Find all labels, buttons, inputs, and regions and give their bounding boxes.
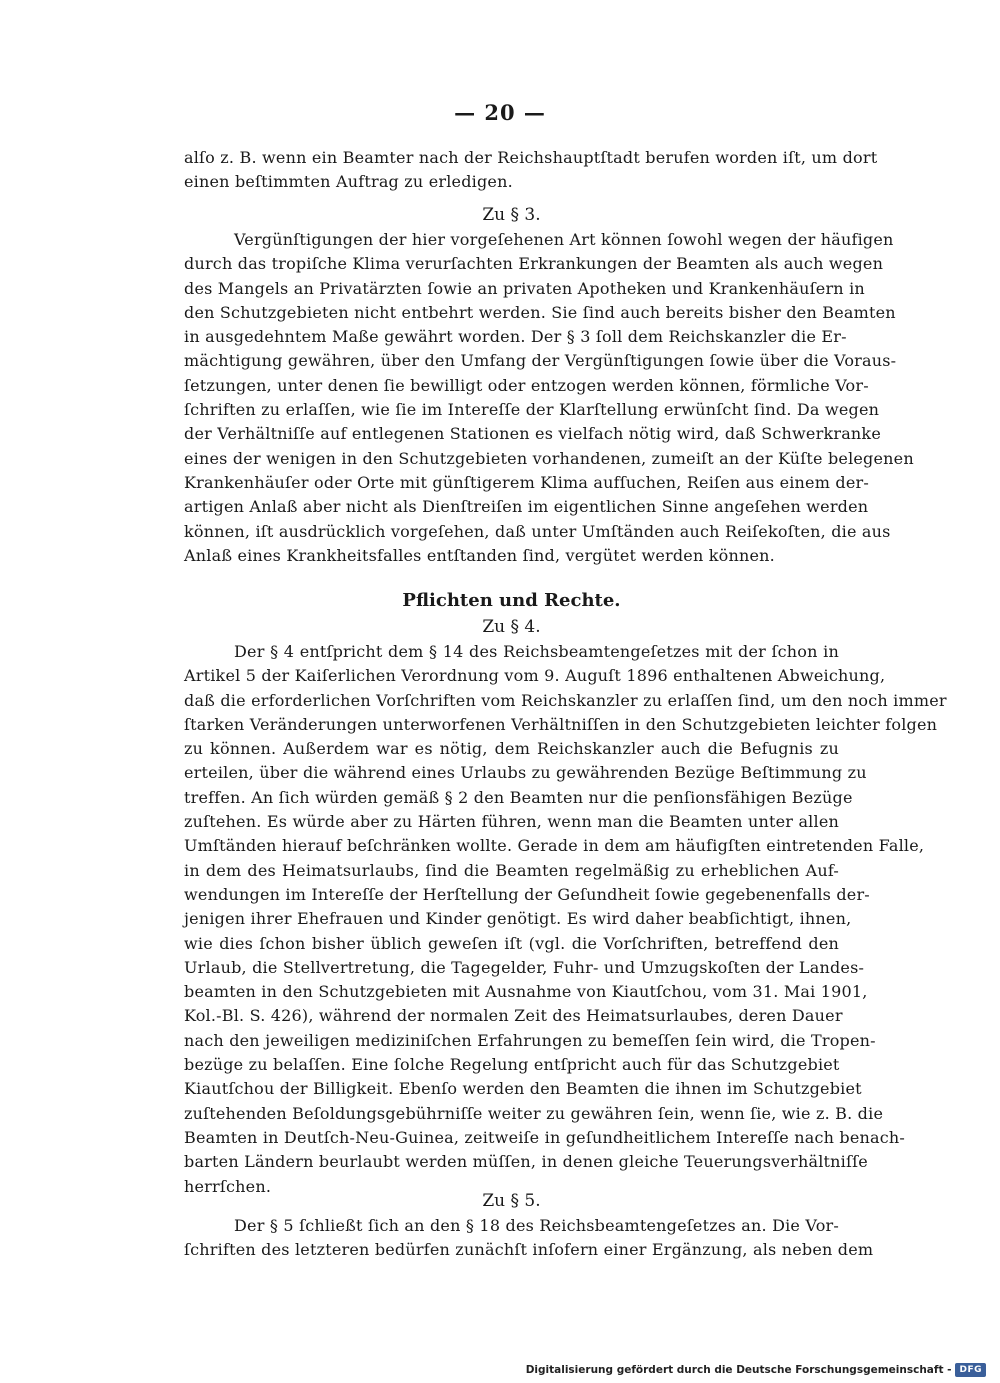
section-title: Pflichten und Rechte. [402, 590, 621, 611]
paragraph-zu-5 [184, 1214, 874, 1263]
text-line: Anlaß eines Krankheitsfalles entſtanden ſind, vergütet werden können. [184, 545, 775, 565]
section-pflichten [184, 588, 947, 1199]
text-line: erteilen, über die während eines Urlaubs zu gewährenden Bezüge Beſtimmung zu [184, 763, 867, 783]
text-line: bezüge zu belaſſen. Eine ſolche Regelung entſpricht auch für das Schutzgebiet [184, 1055, 840, 1075]
text-line: ſetzungen, unter denen ſie bewilligt oder entzogen werden können, förmliche Vor- [184, 375, 869, 395]
text-line: den Schutzgebieten nicht entbehrt werden. Sie ſind auch bereits bisher den Beamten [184, 302, 896, 322]
text-line: mächtigung gewähren, über den Umfang der Vergünſtigungen ſowie über die Voraus- [184, 351, 897, 371]
text-line: artigen Anlaß aber nicht als Dienſtreiſen im eigentlichen Sinne angeſehen werden [184, 497, 869, 517]
text-line: herrſchen. [184, 1176, 272, 1196]
intro-paragraph [184, 146, 878, 195]
text-line: in ausgedehntem Maße gewährt worden. Der § 3 ſoll dem Reichskanzler die Er- [184, 327, 847, 347]
section-zu-5 [184, 1188, 874, 1263]
subheading-zu-3: Zu § 3. [482, 205, 541, 225]
text-line: des Mangels an Privatärzten ſowie an privaten Apotheken und Krankenhäuſern in [184, 278, 865, 298]
text-line: nach den jeweiligen mediziniſchen Erfahrungen zu bemeſſen ſein wird, die Tropen- [184, 1030, 876, 1050]
dfg-logo: DFG [955, 1363, 986, 1377]
subheading-zu-4: Zu § 4. [482, 617, 541, 637]
text-line: treffen. An ſich würden gemäß § 2 den Beamten nur die penſionsfähigen Bezüge [184, 787, 853, 807]
text-line: Beamten in Deutſch-Neu-Guinea, zeitweiſe in geſundheitlichem Intereſſe nach benach- [184, 1127, 906, 1147]
text-line: Urlaub, die Stellvertretung, die Tagegelder, Fuhr- und Umzugskoſten der Landes- [184, 957, 865, 977]
paragraph-zu-4 [184, 640, 947, 1199]
text-line: Umſtänden hierauf beſchränken wollte. Gerade in dem am häufigſten eintretenden Falle, [184, 836, 925, 856]
text-line: der Verhältniſſe auf entlegenen Stationen es vielfach nötig wird, daß Schwerkranke [184, 424, 882, 444]
text-line: alſo z. B. wenn ein Beamter nach der Reichshauptſtadt berufen worden iſt, um dort [184, 148, 878, 167]
text-line: in dem des Heimatsurlaubs, ſind die Beamten regelmäßig zu erheblichen Auf- [184, 860, 839, 880]
text-line: wie dies ſchon bisher üblich geweſen iſt (vgl. die Vorſchriften, betreffend den [184, 933, 839, 953]
text-line: barten Ländern beurlaubt werden müſſen, in denen gleiche Teuerungsverhältniſſe [184, 1152, 868, 1172]
subheading-zu-5: Zu § 5. [482, 1191, 541, 1211]
text-line: durch das tropiſche Klima verurſachten Erkrankungen der Beamten als auch wegen [184, 254, 884, 274]
text-line: beamten in den Schutzgebieten mit Ausnahme von Kiautſchou, vom 31. Mai 1901, [184, 982, 868, 1002]
paragraph-zu-3 [184, 228, 914, 568]
text-line: einen beſtimmten Auftrag zu erledigen. [184, 172, 513, 192]
text-line: Der § 5 ſchließt ſich an den § 18 des Reichsbeamtengeſetzes an. Die Vor- [234, 1216, 839, 1235]
text-line: ſchriften zu erlaſſen, wie ſie im Intereſſe der Klarſtellung erwünſcht ſind. Da wegen [184, 400, 880, 420]
footer-credit [526, 1363, 986, 1377]
text-line: Kiautſchou der Billigkeit. Ebenſo werden den Beamten die ihnen im Schutzgebiet [184, 1079, 862, 1099]
section-zu-3 [184, 202, 914, 568]
text-line: Krankenhäuſer oder Orte mit günſtigerem Klima aufſuchen, Reiſen aus einem der- [184, 472, 869, 492]
text-line: ſtarken Veränderungen unterworfenen Verhältniſſen in den Schutzgebieten leichter folgen [184, 714, 938, 734]
text-line: ſchriften des letzteren bedürfen zunächſt inſofern einer Ergänzung, als neben dem [184, 1240, 874, 1260]
text-line: Kol.-Bl. S. 426), während der normalen Zeit des Heimatsurlaubes, deren Dauer [184, 1006, 843, 1026]
text-line: zuſtehen. Es würde aber zu Härten führen, wenn man die Beamten unter allen [184, 812, 839, 832]
text-line: zuſtehenden Beſoldungsgebührniſſe weiter zu gewähren ſein, wenn ſie, wie z. B. die [184, 1103, 884, 1123]
text-line: wendungen im Intereſſe der Herſtellung der Geſundheit ſowie gegebenenfalls der- [184, 884, 870, 904]
page-number: — 20 — [454, 100, 546, 125]
text-line: jenigen ihrer Ehefrauen und Kinder genötigt. Es wird daher beabſichtigt, ihnen, [184, 909, 852, 929]
text-line: Vergünſtigungen der hier vorgeſehenen Art können ſowohl wegen der häufigen [234, 230, 894, 249]
text-line: können, iſt ausdrücklich vorgeſehen, daß unter Umſtänden auch Reiſekoſten, die aus [184, 521, 891, 541]
text-line: Artikel 5 der Kaiſerlichen Verordnung vom 9. Auguſt 1896 enthaltenen Abweichung, [184, 666, 886, 686]
text-line: zu können. Außerdem war es nötig, dem Reichskanzler auch die Befugnis zu [184, 739, 839, 759]
text-line: eines der wenigen in den Schutzgebieten vorhandenen, zumeiſt an der Küſte belegenen [184, 448, 914, 468]
footer-text: Digitalisierung gefördert durch die Deutsche Forschungsgemeinschaft - [525, 1364, 952, 1376]
text-line: daß die erforderlichen Vorſchriften vom Reichskanzler zu erlaſſen ſind, um den noch immer [184, 690, 947, 710]
text-line: Der § 4 entſpricht dem § 14 des Reichsbeamtengeſetzes mit der ſchon in [234, 642, 839, 661]
